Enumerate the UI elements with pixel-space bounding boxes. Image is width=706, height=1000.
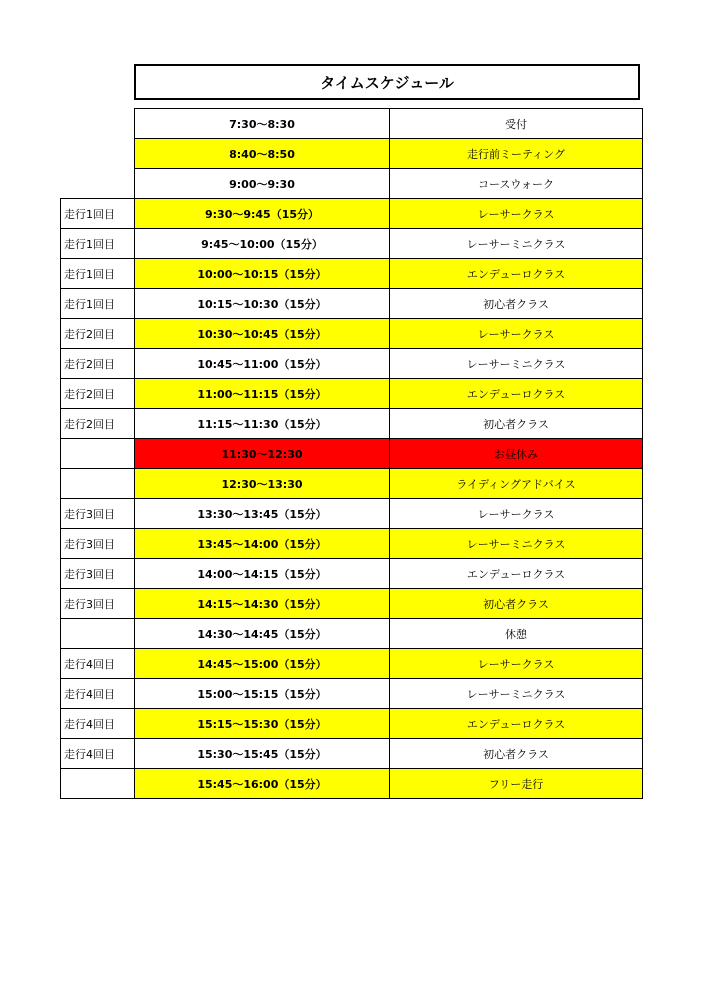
time-cell: 11:00～11:15（15分） xyxy=(135,379,390,409)
time-cell: 7:30～8:30 xyxy=(135,109,390,139)
schedule-row xyxy=(61,109,643,139)
run-number-cell xyxy=(61,109,135,139)
event-cell: お昼休み xyxy=(390,439,643,469)
event-cell: レーサーミニクラス xyxy=(390,229,643,259)
run-number-cell: 走行1回目 xyxy=(61,199,135,229)
run-number-cell xyxy=(61,139,135,169)
run-number-cell: 走行2回目 xyxy=(61,319,135,349)
schedule-row xyxy=(61,139,643,169)
run-number-cell xyxy=(61,769,135,799)
time-cell: 14:30～14:45（15分） xyxy=(135,619,390,649)
schedule-row xyxy=(61,169,643,199)
time-cell: 11:30～12:30 xyxy=(135,439,390,469)
event-cell: レーサークラス xyxy=(390,319,643,349)
time-cell: 11:15～11:30（15分） xyxy=(135,409,390,439)
schedule-row xyxy=(61,229,643,259)
event-cell: ライディングアドバイス xyxy=(390,469,643,499)
schedule-row xyxy=(61,439,643,469)
schedule-row xyxy=(61,259,643,289)
time-cell: 14:00～14:15（15分） xyxy=(135,559,390,589)
event-cell: レーサークラス xyxy=(390,499,643,529)
event-cell: コースウォーク xyxy=(390,169,643,199)
run-number-cell xyxy=(61,619,135,649)
schedule-body xyxy=(61,109,643,799)
schedule-row xyxy=(61,559,643,589)
schedule-row xyxy=(61,619,643,649)
run-number-cell xyxy=(61,439,135,469)
run-number-cell: 走行4回目 xyxy=(61,679,135,709)
run-number-cell: 走行3回目 xyxy=(61,589,135,619)
page-title: タイムスケジュール xyxy=(134,64,640,100)
schedule-row xyxy=(61,289,643,319)
event-cell: レーサークラス xyxy=(390,199,643,229)
event-cell: レーサーミニクラス xyxy=(390,349,643,379)
event-cell: エンデューロクラス xyxy=(390,379,643,409)
schedule-row xyxy=(61,769,643,799)
event-cell: 受付 xyxy=(390,109,643,139)
run-number-cell xyxy=(61,469,135,499)
event-cell: レーサーミニクラス xyxy=(390,679,643,709)
event-cell: 初心者クラス xyxy=(390,589,643,619)
time-cell: 10:30～10:45（15分） xyxy=(135,319,390,349)
run-number-cell: 走行2回目 xyxy=(61,379,135,409)
run-number-cell: 走行2回目 xyxy=(61,349,135,379)
run-number-cell: 走行4回目 xyxy=(61,649,135,679)
time-cell: 10:15～10:30（15分） xyxy=(135,289,390,319)
event-cell: エンデューロクラス xyxy=(390,709,643,739)
schedule-row xyxy=(61,199,643,229)
event-cell: 初心者クラス xyxy=(390,409,643,439)
time-cell: 14:15～14:30（15分） xyxy=(135,589,390,619)
schedule-row xyxy=(61,709,643,739)
event-cell: エンデューロクラス xyxy=(390,259,643,289)
run-number-cell: 走行1回目 xyxy=(61,229,135,259)
schedule-row xyxy=(61,589,643,619)
schedule-row xyxy=(61,649,643,679)
time-cell: 13:45～14:00（15分） xyxy=(135,529,390,559)
schedule-row xyxy=(61,739,643,769)
run-number-cell: 走行1回目 xyxy=(61,289,135,319)
event-cell: レーサーミニクラス xyxy=(390,529,643,559)
run-number-cell: 走行4回目 xyxy=(61,709,135,739)
time-cell: 15:15～15:30（15分） xyxy=(135,709,390,739)
time-cell: 15:45～16:00（15分） xyxy=(135,769,390,799)
schedule-row xyxy=(61,679,643,709)
time-cell: 13:30～13:45（15分） xyxy=(135,499,390,529)
event-cell: レーサークラス xyxy=(390,649,643,679)
run-number-cell: 走行4回目 xyxy=(61,739,135,769)
run-number-cell: 走行3回目 xyxy=(61,529,135,559)
event-cell: フリー走行 xyxy=(390,769,643,799)
run-number-cell: 走行1回目 xyxy=(61,259,135,289)
event-cell: 初心者クラス xyxy=(390,289,643,319)
schedule-row xyxy=(61,319,643,349)
time-cell: 15:30～15:45（15分） xyxy=(135,739,390,769)
schedule-row xyxy=(61,469,643,499)
time-cell: 10:00～10:15（15分） xyxy=(135,259,390,289)
run-number-cell: 走行3回目 xyxy=(61,559,135,589)
schedule-row xyxy=(61,409,643,439)
schedule-row xyxy=(61,529,643,559)
schedule-row xyxy=(61,499,643,529)
time-cell: 8:40～8:50 xyxy=(135,139,390,169)
schedule-row xyxy=(61,349,643,379)
time-cell: 10:45～11:00（15分） xyxy=(135,349,390,379)
run-number-cell: 走行2回目 xyxy=(61,409,135,439)
event-cell: 初心者クラス xyxy=(390,739,643,769)
run-number-cell xyxy=(61,169,135,199)
time-cell: 9:45～10:00（15分） xyxy=(135,229,390,259)
time-cell: 15:00～15:15（15分） xyxy=(135,679,390,709)
schedule-row xyxy=(61,379,643,409)
time-cell: 9:00～9:30 xyxy=(135,169,390,199)
event-cell: 走行前ミーティング xyxy=(390,139,643,169)
time-cell: 12:30～13:30 xyxy=(135,469,390,499)
event-cell: エンデューロクラス xyxy=(390,559,643,589)
schedule-table xyxy=(60,108,643,799)
time-cell: 9:30～9:45（15分） xyxy=(135,199,390,229)
event-cell: 休憩 xyxy=(390,619,643,649)
time-cell: 14:45～15:00（15分） xyxy=(135,649,390,679)
run-number-cell: 走行3回目 xyxy=(61,499,135,529)
